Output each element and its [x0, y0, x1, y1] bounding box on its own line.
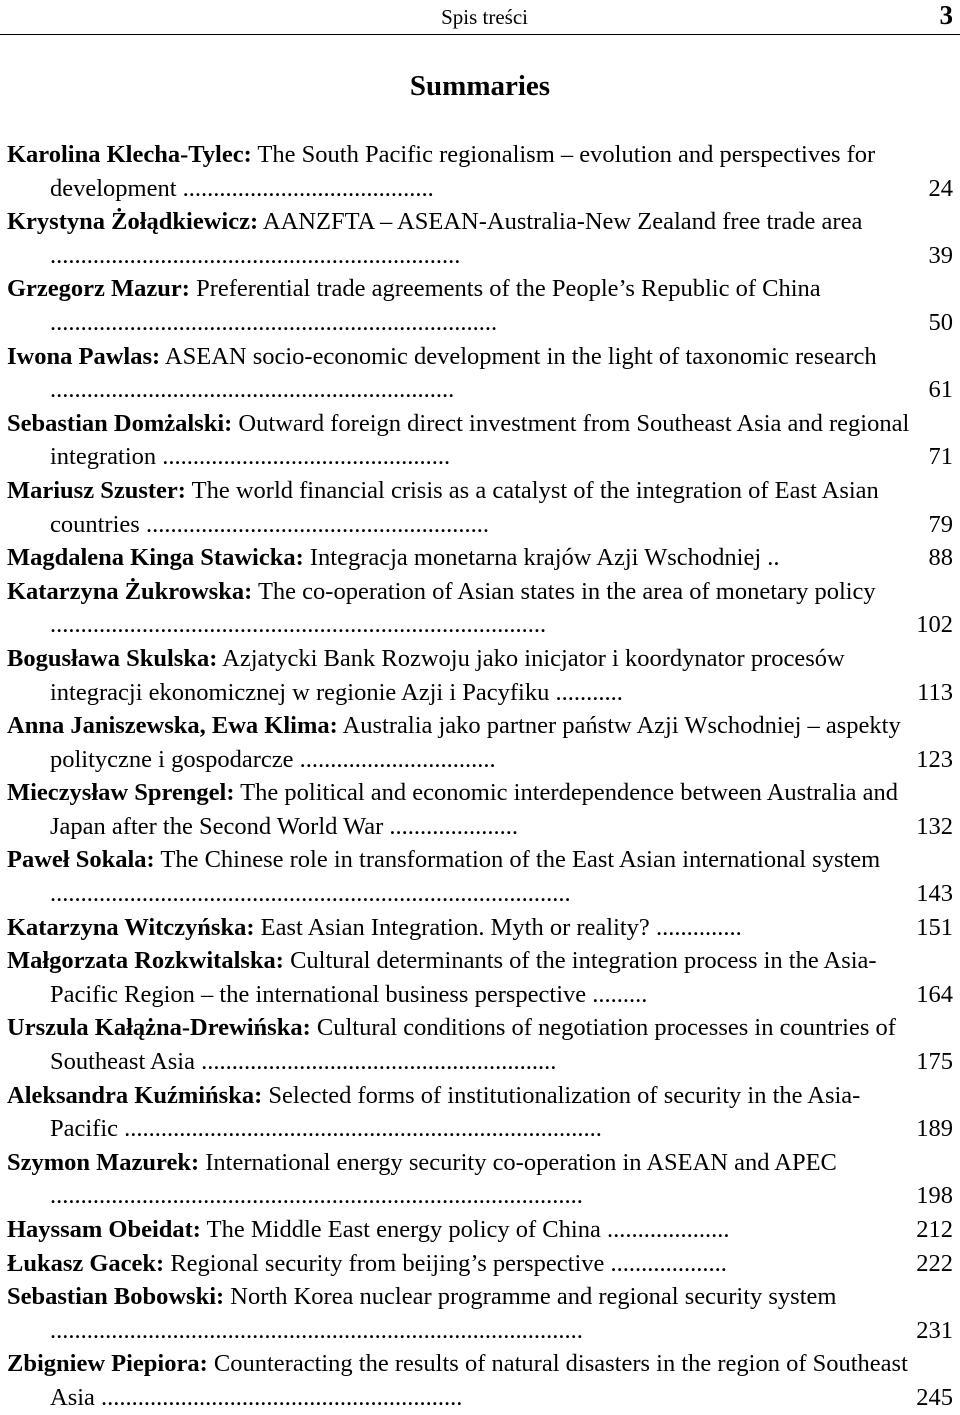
toc-entry	[7, 340, 953, 407]
toc-entry-text	[7, 340, 916, 407]
toc-entry-text	[7, 1247, 916, 1281]
toc-entry-title: ASEAN socio-economic development in the light of taxonomic research	[160, 342, 877, 370]
toc-entry-page-number: 189	[916, 1115, 953, 1143]
toc-entry-page-number: 212	[916, 1216, 953, 1243]
toc-entry-page-number: 123	[916, 745, 953, 773]
toc-entry-author: Małgorzata Rozkwitalska:	[7, 947, 284, 975]
toc-entry-title: Azjatycki Bank Rozwoju jako inicjator i koordynator procesów integracji ekonomicznej w regionie Azji i Pacyfiku	[50, 644, 845, 706]
toc-entry-title: Preferential trade agreements of the People’s Republic of China	[189, 275, 821, 303]
toc-entry-text	[7, 911, 916, 945]
toc-entry-title: AANZFTA – ASEAN-Australia-New Zealand free trade area	[258, 208, 863, 236]
toc-entry-leader-dots: .....................................................................................	[50, 880, 571, 908]
toc-entry-page-number: 231	[916, 1316, 953, 1344]
toc-entry	[7, 1347, 953, 1414]
toc-entry	[7, 1213, 953, 1247]
toc-entry-page-number: 61	[928, 376, 953, 404]
toc-entry-author: Anna Janiszewska, Ewa Klima:	[7, 712, 338, 740]
toc-entry-text	[7, 1079, 916, 1146]
toc-entry-leader-dots: .........................................................................	[50, 308, 498, 336]
toc-entry-author: Magdalena Kinga Stawicka:	[7, 544, 304, 572]
toc-entry	[7, 1247, 953, 1281]
toc-entry-leader-dots: ....................	[606, 1216, 730, 1243]
toc-entry-leader-dots: ........................................................	[145, 510, 489, 538]
toc-entry-author: Karolina Klecha-Tylec:	[7, 141, 252, 168]
toc-entry-text	[7, 1280, 916, 1347]
toc-entry-text	[7, 1146, 916, 1213]
toc-entry-leader-dots: ..............	[655, 913, 742, 941]
toc-entry-title: Cultural determinants of the integration process in the Asia-Pacific Region – the international business perspective	[50, 947, 877, 1008]
toc-entry-author: Mieczysław Sprengel:	[7, 779, 235, 807]
toc-entry-text	[7, 575, 916, 642]
section-title: Summaries	[409, 70, 551, 102]
toc-entry-title: East Asian Integration. Myth or reality?	[254, 913, 656, 941]
toc-entry-leader-dots: .........	[592, 980, 648, 1008]
toc-entry-author: Zbigniew Piepiora:	[7, 1350, 208, 1378]
toc-entry-title: Regional security from beijing’s perspective	[164, 1249, 611, 1277]
toc-entry-author: Łukasz Gacek:	[7, 1249, 165, 1277]
toc-entry	[7, 138, 953, 205]
toc-entry-author: Hayssam Obeidat:	[7, 1216, 201, 1243]
toc-entry-title: The world financial crisis as a catalyst of the integration of East Asian countries	[50, 476, 879, 538]
toc-entry	[7, 1011, 953, 1078]
toc-entry-text	[7, 1011, 916, 1078]
toc-entry-page-number: 113	[917, 678, 953, 706]
toc-entry-text	[7, 541, 916, 575]
toc-entry-author: Katarzyna Żukrowska:	[7, 577, 253, 605]
toc-entry	[7, 1079, 953, 1146]
toc-entry-page-number: 79	[928, 510, 953, 538]
page-header	[0, 0, 960, 35]
toc-entry-text	[7, 407, 916, 474]
toc-entry-author: Iwona Pawlas:	[7, 342, 161, 370]
toc-entry	[7, 1280, 953, 1347]
toc-entry-title: Integracja monetarna krajów Azji Wschodniej	[303, 544, 768, 572]
toc-entry-leader-dots: ...........	[555, 678, 623, 706]
toc-entry-leader-dots: .......................................................................................	[50, 1182, 583, 1210]
toc-entry-page-number: 175	[916, 1048, 953, 1076]
toc-entry-text	[7, 843, 916, 910]
toc-entry-title: The co-operation of Asian states in the area of monetary policy	[252, 577, 876, 605]
toc-entry-leader-dots: ...............................................	[162, 443, 451, 471]
toc-entry-text	[7, 642, 916, 709]
toc-entry-leader-dots: ..................................................................	[50, 376, 455, 404]
toc-entry	[7, 709, 953, 776]
table-of-contents	[7, 138, 953, 1415]
toc-entry	[7, 541, 953, 575]
toc-entry-page-number: 245	[916, 1383, 953, 1411]
toc-entry	[7, 911, 953, 945]
toc-entry-page-number: 164	[916, 980, 953, 1008]
toc-entry-title: The Chinese role in transformation of the East Asian international system	[154, 846, 881, 874]
toc-entry-leader-dots: ..............................................................................	[124, 1115, 602, 1143]
toc-entry-text	[7, 776, 916, 843]
toc-entry-leader-dots: ...................................................................	[50, 241, 461, 269]
toc-entry-author: Sebastian Domżalski:	[7, 409, 233, 437]
toc-entry-title: North Korea nuclear programme and regional security system	[224, 1283, 837, 1311]
toc-entry-text	[7, 272, 916, 339]
toc-entry-title: Outward foreign direct investment from Southeast Asia and regional integration	[50, 409, 910, 471]
toc-entry-text	[7, 709, 916, 776]
toc-entry-title: Selected forms of institutionalization of security in the Asia-Pacific	[50, 1081, 861, 1143]
toc-entry-leader-dots: .......................................................................................	[50, 1316, 583, 1344]
toc-entry	[7, 575, 953, 642]
toc-entry-author: Paweł Sokala:	[7, 846, 155, 874]
toc-entry-page-number: 198	[916, 1182, 953, 1210]
toc-entry-text	[7, 1213, 916, 1247]
toc-entry-page-number: 222	[916, 1249, 953, 1277]
toc-entry-author: Katarzyna Witczyńska:	[7, 913, 255, 941]
toc-entry-leader-dots: ..........................................................	[201, 1048, 557, 1076]
toc-entry-title: Australia jako partner państw Azji Wschodniej – aspekty polityczne i gospodarcze	[50, 712, 901, 773]
toc-entry-author: Urszula Kałążna-Drewińska:	[7, 1014, 311, 1042]
toc-entry-page-number: 24	[928, 174, 953, 202]
toc-entry-page-number: 39	[928, 241, 953, 269]
toc-entry-author: Bogusława Skulska:	[7, 644, 218, 672]
running-head-title: Spis treści	[441, 5, 528, 29]
toc-entry-author: Krystyna Żołądkiewicz:	[7, 208, 259, 236]
toc-entry	[7, 776, 953, 843]
toc-entry-text	[7, 474, 916, 541]
toc-entry	[7, 407, 953, 474]
toc-entry-author: Szymon Mazurek:	[7, 1148, 200, 1176]
toc-entry-page-number: 71	[928, 443, 953, 471]
toc-entry-leader-dots: .........................................	[182, 174, 434, 202]
toc-entry-author: Grzegorz Mazur:	[7, 275, 190, 303]
toc-entry-page-number: 50	[928, 308, 953, 336]
toc-entry-text	[7, 205, 916, 272]
toc-entry	[7, 843, 953, 910]
toc-entry-author: Mariusz Szuster:	[7, 476, 186, 504]
toc-entry-leader-dots: ...........................................................	[101, 1383, 463, 1411]
toc-entry	[7, 642, 953, 709]
toc-entry-leader-dots: .....................	[389, 812, 519, 840]
toc-entry-page-number: 151	[916, 913, 953, 941]
toc-entry-author: Sebastian Bobowski:	[7, 1283, 225, 1311]
toc-entry-title: The political and economic interdependence between Australia and Japan after the Second World War	[50, 779, 899, 840]
toc-entry-leader-dots: .................................................................................	[50, 611, 547, 639]
toc-entry-page-number: 143	[916, 880, 953, 908]
toc-entry-author: Aleksandra Kuźmińska:	[7, 1081, 263, 1109]
toc-entry	[7, 944, 953, 1011]
toc-entry-title: The South Pacific regionalism – evolution and perspectives for development	[50, 141, 876, 202]
toc-entry-title: The Middle East energy policy of China	[200, 1216, 607, 1243]
toc-entry-text	[7, 1347, 916, 1414]
toc-entry-title: Cultural conditions of negotiation processes in countries of Southeast Asia	[50, 1014, 896, 1076]
toc-entry	[7, 272, 953, 339]
toc-entry-leader-dots: ...................	[610, 1249, 727, 1277]
toc-entry-title: International energy security co-operation in ASEAN and APEC	[199, 1148, 837, 1176]
toc-entry-page-number: 88	[928, 544, 953, 572]
toc-entry-text	[7, 944, 916, 1011]
toc-entry-title: Counteracting the results of natural disasters in the region of Southeast Asia	[50, 1350, 908, 1411]
toc-entry-page-number: 132	[916, 812, 953, 840]
toc-entry	[7, 1146, 953, 1213]
page-number: 3	[939, 0, 953, 30]
toc-entry	[7, 474, 953, 541]
toc-entry-text	[7, 138, 916, 205]
toc-entry-leader-dots: ..	[767, 544, 780, 572]
toc-entry-leader-dots: ................................	[299, 745, 496, 773]
toc-entry-page-number: 102	[916, 611, 953, 639]
toc-entry	[7, 205, 953, 272]
